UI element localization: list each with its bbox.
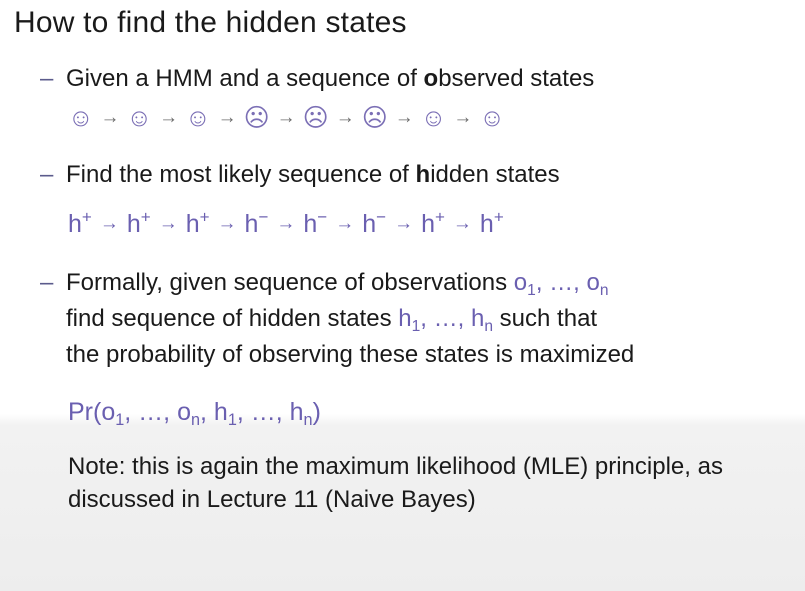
bullet-dash: – [40,65,54,92]
arrow-icon-3: → [217,107,237,128]
bullet-hidden-states [40,158,800,191]
bullet-hidden-post: idden states [430,161,560,188]
smiling-face-icon: ☺ [185,104,211,132]
bullet-hidden-pre: Find the most likely sequence of [66,161,416,188]
hidden-state-7: h+ [421,208,445,239]
arrow-icon-4: → [276,107,296,128]
spacer-2 [40,244,800,266]
bullet-formal-text [66,266,800,371]
probability-expression: $Pr(o_1$, …, $o_n$, $h_1$, …, $h_n$) [68,398,321,430]
bullet-hidden-text [66,158,800,191]
hidden-state-6: h− [362,208,387,239]
hidden-state-2: h+ [126,208,151,239]
arrow-icon-5: → [335,107,355,128]
bullet-dash: – [40,161,54,188]
smiling-face-icon: ☺ [68,104,94,132]
frowning-face-icon: ☹ [302,104,329,132]
obs-math-1: $o_1$, …, $o_n$ [513,269,609,300]
arrow-icon-1: → [100,107,120,128]
arrow-icon-h2: → [158,213,178,235]
bullet-observed-post: bserved states [438,65,595,92]
bullet-observed-text [66,62,800,95]
hidden-state-4: h− [244,208,269,239]
arrow-icon-h1: → [99,213,119,235]
bullet-observed-states [40,62,800,95]
hidden-state-5: h− [303,208,328,239]
bullet-dash: – [40,269,54,297]
hidden-sequence-row [68,201,800,244]
smiling-face-icon: ☺ [479,104,505,132]
page-title: How to find the hidden states [14,6,407,39]
bullet-formal [40,266,800,371]
arrow-icon-7: → [453,107,473,128]
smiling-face-icon: ☺ [126,104,153,132]
formal-line-2: find sequence of hidden states $h_1$, …, $h_n$ such that [66,305,598,336]
arrow-icon-2: → [159,107,179,128]
note-text: Note: this is again the maximum likelihood (MLE) principle, as discussed in Lecture 11 (Naive Bayes) [68,453,723,514]
bullet-observed-bold: o [423,65,439,92]
hidden-state-1: h+ [68,208,92,239]
smiling-face-icon: ☺ [420,104,447,132]
slide-body [40,62,800,516]
neutral-face-icon: ☹ [361,104,388,132]
bullet-hidden-bold: h [415,161,431,188]
neutral-face-icon: ☹ [243,104,270,132]
bullet-observed-pre: Given a HMM and a sequence of [66,65,424,92]
hidden-state-3: h+ [185,208,210,239]
arrow-icon-6: → [394,107,414,128]
hidden-state-8: h+ [479,208,504,239]
spacer-3 [40,371,800,391]
observed-sequence-row [68,101,800,138]
formal-line-1: Formally, given sequence of observations $o_1$, …, $o_n$ [66,269,609,300]
arrow-icon-h6: → [394,213,414,235]
arrow-icon-h3: → [217,213,237,235]
hidden-math-1: $h_1$, …, $h_n$ [398,305,494,336]
arrow-icon-h5: → [335,213,355,235]
arrow-icon-h4: → [276,213,296,235]
spacer-1 [40,138,800,158]
arrow-icon-h7: → [452,213,472,235]
formal-line-3: the probability of observing these states is maximized [66,341,635,369]
